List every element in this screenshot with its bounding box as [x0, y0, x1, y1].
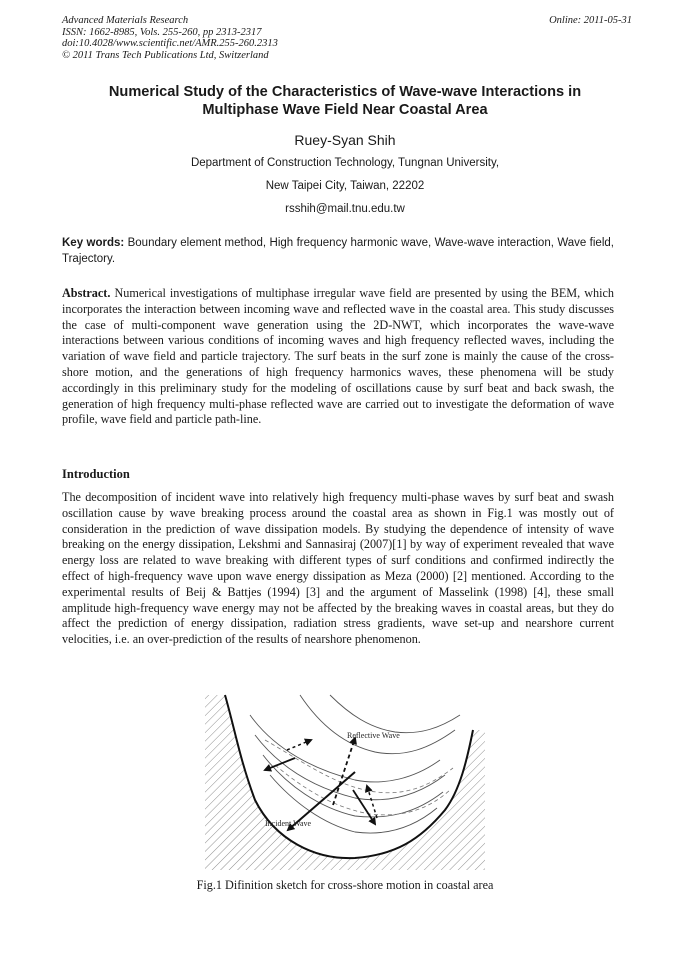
shoreline-hatch	[205, 695, 485, 870]
wave-crest-5	[300, 695, 455, 754]
reflected-crest-2	[275, 765, 450, 815]
title-line-2: Multiphase Wave Field Near Coastal Area	[202, 102, 488, 118]
keywords-label: Key words:	[62, 237, 125, 249]
paper-title	[60, 83, 630, 119]
keywords-text: Boundary element method, High frequency harmonic wave, Wave-wave interaction, Wave field, Trajectory.	[62, 237, 614, 265]
section-heading-introduction: Introduction	[62, 467, 130, 481]
journal-header	[62, 15, 278, 61]
affiliation-line-1: Department of Construction Technology, Tungnan University,	[190, 157, 500, 169]
online-date: Online: 2011-05-31	[549, 15, 632, 26]
figure-1	[205, 690, 485, 870]
wave-crest-6	[330, 695, 460, 733]
introduction-paragraph: The decomposition of incident wave into relatively high frequency multi-phase waves by surf beat and swash oscillation cause by wave breaking process around the coastal area as shown in Fig.1 was mostly out of consideration in the prediction of wave dissipation models. By studying the dependence of intensity of wave breaking on the energy dissipation, Lekshmi and Sannasiraj (2007)[1] by way of experiment revealed that wave energy loss are related to wave breaking with different types of surf conditions and confirmed indirectly the effect of high-frequency wave upon wave energy dissipation as Meza (2000) [2] mentioned. According to the experimental results of Beij & Battjes (1994) [3] and the argument of Masselink (1998) [4], these small amplitude high-frequency wave energy may not be affected by the breaking waves in coastal areas, but they do affect the prediction of energy dissipation, radiation stress gradients, wave set-up and nearshore current velocities, i.e. an over-prediction of the results of nearshore phenomenon.	[62, 490, 614, 647]
author-name: Ruey-Syan Shih	[294, 132, 396, 148]
title-line-1: Numerical Study of the Characteristics of Wave-wave Interactions in	[108, 84, 582, 100]
left-arrow-solid	[265, 758, 295, 770]
label-incident-wave: Incident Wave	[265, 819, 312, 828]
figure-caption: Fig.1 Difinition sketch for cross-shore motion in coastal area	[196, 878, 494, 892]
label-reflective-wave: Reflective Wave	[347, 731, 400, 740]
abstract	[62, 286, 614, 428]
left-arrow-dashed	[287, 740, 311, 750]
journal-copyright: © 2011 Trans Tech Publications Ltd, Switzerland	[62, 49, 269, 61]
journal-name: Advanced Materials Research	[62, 15, 189, 26]
wave-crest-1	[250, 715, 440, 782]
abstract-text: Numerical investigations of multiphase irregular wave field are presented by using the BEM, which incorporates the interaction between incoming wave and reflected wave in the coastal area. This study discusses the case of multi-component wave generation using the 2D-NWT, which incorporates the wave-wave interactions between various conditions of incoming waves and high frequency reflected waves, including the variation of wave field and particle trajectory. The surf beats in the surf zone is mainly the cause of the cross-shore motion, and the generations of high frequency harmonics waves, these phenomena will be study accordingly in this preliminary study for the modeling of oscillations cause by surf beat and back swash, the generation of high frequency multi-phase reflected wave are carried out to investigate the deformation of wave profile, wave field and particle path-line.	[62, 286, 615, 427]
journal-doi: doi:10.4028/www.scientific.net/AMR.255-260.2313	[62, 38, 278, 49]
right-arrow-solid	[353, 790, 375, 824]
keywords	[62, 236, 614, 267]
wave-crest-3	[263, 755, 443, 817]
author-email: rsshih@mail.tnu.edu.tw	[285, 203, 405, 215]
coastal-sketch	[205, 690, 485, 870]
affiliation-line-2: New Taipei City, Taiwan, 22202	[265, 180, 425, 192]
journal-issn: ISSN: 1662-8985, Vols. 255-260, pp 2313-2317	[62, 26, 262, 38]
abstract-label: Abstract.	[62, 286, 111, 300]
